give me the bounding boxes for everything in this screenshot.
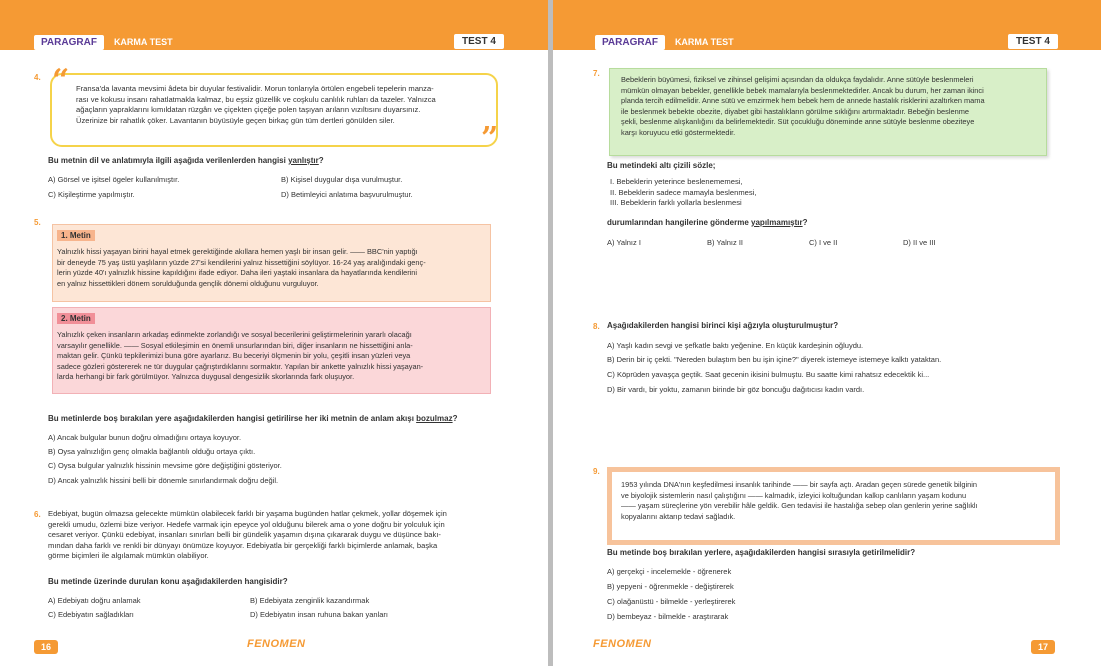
passage-line: lerin yüzde 40'ı yalnızlık hissine kapıldığını ifade ediyor. Daha ileri yaştaki insanlara da hayatlarında kendilerini xyxy=(57,268,418,278)
q5-option-a[interactable]: A) Ancak bulgular bunun doğru olmadığını ortaya koyuyor. xyxy=(48,433,242,442)
metin2-text xyxy=(57,330,489,383)
roman-item: III. Bebeklerin farklı yollarla beslenmesi xyxy=(610,198,742,208)
passage-line: en yalnız hissettikleri dönem sorulduğunda gençlik dönemi olduğunu vurguluyor. xyxy=(57,278,319,288)
q7-intro: Bu metindeki altı çizili sözle; xyxy=(607,161,716,170)
header-test-label: TEST 4 xyxy=(1008,34,1058,49)
question-emphasis: yapılmamıştır xyxy=(751,218,803,227)
question-emphasis: bozulmaz xyxy=(416,414,453,423)
q9-option-a[interactable]: A) gerçekçi - incelemekle - öğrenerek xyxy=(607,567,732,576)
question-number: 9. xyxy=(593,467,600,476)
passage-line: mümkün olmayan bebekler, genellikle bebek mamalarıyla beslenmektedirler. Ancak bu durum, her zaman ikinci xyxy=(621,85,984,95)
passage-line: planda tercih edilmelidir. Anne sütü ve emzirmek hem bebek hem de annede hastalık risklerini azaltırken mama xyxy=(621,96,985,106)
q9-option-c[interactable]: C) olağanüstü - bilmekle - yerleştirerek xyxy=(607,597,736,606)
q4-option-c[interactable]: C) Kişileştirme yapılmıştır. xyxy=(48,190,135,199)
passage-line: Edebiyat, bugün olmazsa gelecekte mümkün olabilecek farklı bir yaşama bugünden hatlar çekmek, yollar döşemek için xyxy=(48,509,447,518)
passage-line: Fransa'da lavanta mevsimi âdeta bir duyular festivalidir. Morun tonlarıyla örtülen engebeli tepelerin manza- xyxy=(76,84,434,93)
question-number: 4. xyxy=(34,73,41,82)
q7-passage xyxy=(621,75,1041,139)
passage-line: Bebeklerin büyümesi, fiziksel ve zihinsel gelişimi açısından da oldukça faydalıdır. Anne sütüyle beslenmeleri xyxy=(621,75,974,84)
q4-option-d[interactable]: D) Betimleyici anlatıma başvurulmuştur. xyxy=(281,190,413,199)
passage-line: 1953 yılında DNA'nın keşfedilmesi insanlık tarihinde —— bir sayfa açtı. Aradan geçen sürede genetik bilginin xyxy=(621,480,977,489)
q7-items xyxy=(610,177,910,209)
q5-question xyxy=(48,414,457,423)
q6-option-d[interactable]: D) Edebiyatın insan ruhuna bakan yanları xyxy=(250,610,389,619)
metin2-label: 2. Metin xyxy=(57,313,95,324)
passage-line: ve biyolojik sistemlerin nasıl çalıştığını —— kalmadık, izleyici koltuğundan kalkıp canlıların yaşam kodunu xyxy=(621,490,967,500)
left-page xyxy=(0,0,548,666)
q5-option-b[interactable]: B) Oysa yalnızlığın genç olmakla bağlantılı olduğu ortaya çıktı. xyxy=(48,447,256,456)
question-mark: ? xyxy=(318,156,324,165)
q7-option-c[interactable]: C) I ve II xyxy=(809,238,838,247)
question-text: Bu metnin dil ve anlatımıyla ilgili aşağıda verilenlerden hangisi xyxy=(48,156,289,165)
page-number: 17 xyxy=(1031,640,1055,654)
passage-line: larda herhangi bir fark görülmüyor. Yalnızca duygusal dengesizlik skorlarında fark oluşuyor. xyxy=(57,372,355,382)
publisher-logo: FENOMEN xyxy=(247,638,306,650)
passage-line: Yalnızlık çeken insanların arkadaş edinmekte zorlandığı ve sosyal becerilerini geliştirmelerinin yararlı olacağı xyxy=(57,330,412,339)
q5-option-d[interactable]: D) Ancak yalnızlık hissini belli bir dönemle sınırlandırmak doğru değil. xyxy=(48,476,279,485)
q7-option-a[interactable]: A) Yalnız I xyxy=(607,238,641,247)
metin1-box xyxy=(52,224,491,302)
q8-option-c[interactable]: C) Köprüden yavaşça geçtik. Saat gecenin ikisini bulmuştu. Bu saatte kimi rahatsız edecektik ki... xyxy=(607,370,930,379)
question-mark: ? xyxy=(452,414,458,423)
passage-line: Üzerinize bir rahatlık çöker. Lavantanın büyüsüyle geçen birkaç gün tüm dertleri gönülden siler. xyxy=(76,115,395,125)
passage-line: sadece gözleri göstererek ne tür duygular çağrıştırdıklarını sormaktır. Yapılan bir ankette yalnızlık hissi yaşayan- xyxy=(57,361,424,371)
publisher-logo: FENOMEN xyxy=(593,638,652,650)
question-number: 8. xyxy=(593,322,600,331)
header-test-label: TEST 4 xyxy=(454,34,504,49)
passage-line: mından daha farklı ve renkli bir dünyayı önümüze koyuyor. Edebiyatla bir gerçekliği farklı biçimlerde anlamak, başka xyxy=(48,540,438,550)
passage-line: şekli, beslenme alışkanlığını da belirlemektedir. Süt çocukluğu döneminde anne sütüyle beslenme obeziteye xyxy=(621,117,975,127)
metin1-label: 1. Metin xyxy=(57,230,95,241)
q5-option-c[interactable]: C) Oysa bulgular yalnızlık hissinin mevsime göre değiştiğini gösteriyor. xyxy=(48,461,282,470)
roman-item: I. Bebeklerin yeterince beslenememesi, xyxy=(610,177,743,186)
passage-line: ile beslenmek bebekte obezite, diyabet gibi hastalıkların görülme sıklığını artırmaktadır. Bebeğin beslenme xyxy=(621,106,969,116)
q4-option-b[interactable]: B) Kişisel duygular dışa vurulmuştur. xyxy=(281,175,403,184)
q9-option-b[interactable]: B) yepyeni - öğrenmekle - değiştirerek xyxy=(607,582,734,591)
passage-line: bir deneyde 75 yaş üstü yaşlıların yüzde 27'si kendilerini yalnız hissettiğini söylüyor. 16-24 yaş aralığındaki genç- xyxy=(57,257,426,267)
q9-option-d[interactable]: D) bembeyaz - bilmekle - araştırarak xyxy=(607,612,729,621)
question-number: 7. xyxy=(593,69,600,78)
header-tags xyxy=(34,34,173,50)
close-quote-icon: ” xyxy=(481,121,499,156)
roman-item: II. Bebeklerin sadece mamayla beslenmesi, xyxy=(610,187,757,197)
q9-passage xyxy=(621,480,1045,522)
passage-line: maktan gelir. Çünkü tepkilerimizi buna göre ayarlarız. Bu beceriyi ölçmenin bir yolu, çeşitli insan yüzleri veya xyxy=(57,351,411,361)
q4-option-a[interactable]: A) Görsel ve işitsel ögeler kullanılmıştır. xyxy=(48,175,180,184)
q4-passage xyxy=(76,84,488,126)
passage-line: varsayılır genellikle. —— Sosyal etkileşimin en önemli unsurlarından biri, diğer insanların ne hissettiğini anla- xyxy=(57,340,413,350)
header-karma-test: KARMA TEST xyxy=(674,37,734,47)
open-quote-icon: “ xyxy=(52,63,70,98)
q9-question: Bu metinde boş bırakılan yerlere, aşağıdakilerden hangisi sırasıyla getirilmelidir? xyxy=(607,548,916,557)
page-number: 16 xyxy=(34,640,58,654)
q9-passage-box xyxy=(607,467,1060,545)
q7-option-d[interactable]: D) II ve III xyxy=(903,238,936,247)
header-karma-test: KARMA TEST xyxy=(113,37,173,47)
header-paragraf: PARAGRAF xyxy=(595,35,665,50)
passage-line: kopyalarını aktarıp tedavi sağladık. xyxy=(621,511,736,521)
header-paragraf: PARAGRAF xyxy=(34,35,104,50)
q7-question xyxy=(607,218,808,227)
q6-option-a[interactable]: A) Edebiyatı doğru anlamak xyxy=(48,596,141,605)
question-number: 5. xyxy=(34,218,41,227)
passage-line: görme biçimleri ile algılamak mümkün olabiliyor. xyxy=(48,551,209,561)
q4-question xyxy=(48,156,324,165)
question-mark: ? xyxy=(802,218,808,227)
q8-option-d[interactable]: D) Bir vardı, bir yoktu, zamanın birinde bir göz boncuğu dağıtıcısı kadın vardı. xyxy=(607,385,865,394)
passage-line: Yalnızlık hissi yaşayan birini hayal etmek gerektiğinde akıllara hemen yaşlı bir insan gelir. —— BBC'nin yaptığı xyxy=(57,247,418,256)
passage-line: gerekli umudu, özlemi bize veriyor. Hedefe varmak için epeyce yol olduğunu bilerek ama o yone doğru bir yolculuk için xyxy=(48,519,445,529)
q6-option-c[interactable]: C) Edebiyatın sağladıkları xyxy=(48,610,134,619)
q7-passage-box xyxy=(609,68,1047,156)
question-emphasis: yanlıştır xyxy=(288,156,319,165)
q7-option-b[interactable]: B) Yalnız II xyxy=(707,238,743,247)
passage-line: ağaçların yapraklarını kımıldatan rüzgârı ve çiçekten çiçeğe polen taşıyan arıların vızıltısını duyarsınız. xyxy=(76,105,421,115)
metin1-text xyxy=(57,247,489,289)
passage-line: rası ve kokusu insanı rahatlatmakla kalmaz, bu eşsiz güzellik ve coşkulu canlılık ruhları da tazeler. Yalnızca xyxy=(76,94,436,104)
passage-line: karşı koruyucu etki göstermektedir. xyxy=(621,127,736,137)
passage-line: —— yaşam süreçlerine yön verebilir hâle geldik. Gen tedavisi ile hastalığa sebep olan genlerin yerine sağlıklı xyxy=(621,501,978,511)
question-text: durumlarından hangilerine gönderme xyxy=(607,218,752,227)
header-tags xyxy=(595,34,734,50)
q8-question: Aşağıdakilerden hangisi birinci kişi ağzıyla oluşturulmuştur? xyxy=(607,321,839,330)
passage-line: cesaret veriyor. Çünkü edebiyat, insanları sınırları belli bir gündelik yaşamın dışına çıkararak duygu ve düşünce bakı- xyxy=(48,530,441,540)
q8-option-b[interactable]: B) Derin bir iç çekti. "Nereden bulaştım ben bu işin içine?" diyerek istemeye istemeye kalktı yataktan. xyxy=(607,355,942,364)
q6-passage xyxy=(48,509,508,562)
question-number: 6. xyxy=(34,510,41,519)
question-text: Bu metinlerde boş bırakılan yere aşağıdakilerden hangisi getirilirse her iki metnin de anlam akışı xyxy=(48,414,417,423)
q8-option-a[interactable]: A) Yaşlı kadın sevgi ve şefkatle baktı yeğenine. En küçük kardeşinin oğluydu. xyxy=(607,341,864,350)
metin2-box xyxy=(52,307,491,394)
q6-option-b[interactable]: B) Edebiyata zenginlik kazandırmak xyxy=(250,596,370,605)
q6-question: Bu metinde üzerinde durulan konu aşağıdakilerden hangisidir? xyxy=(48,577,288,586)
